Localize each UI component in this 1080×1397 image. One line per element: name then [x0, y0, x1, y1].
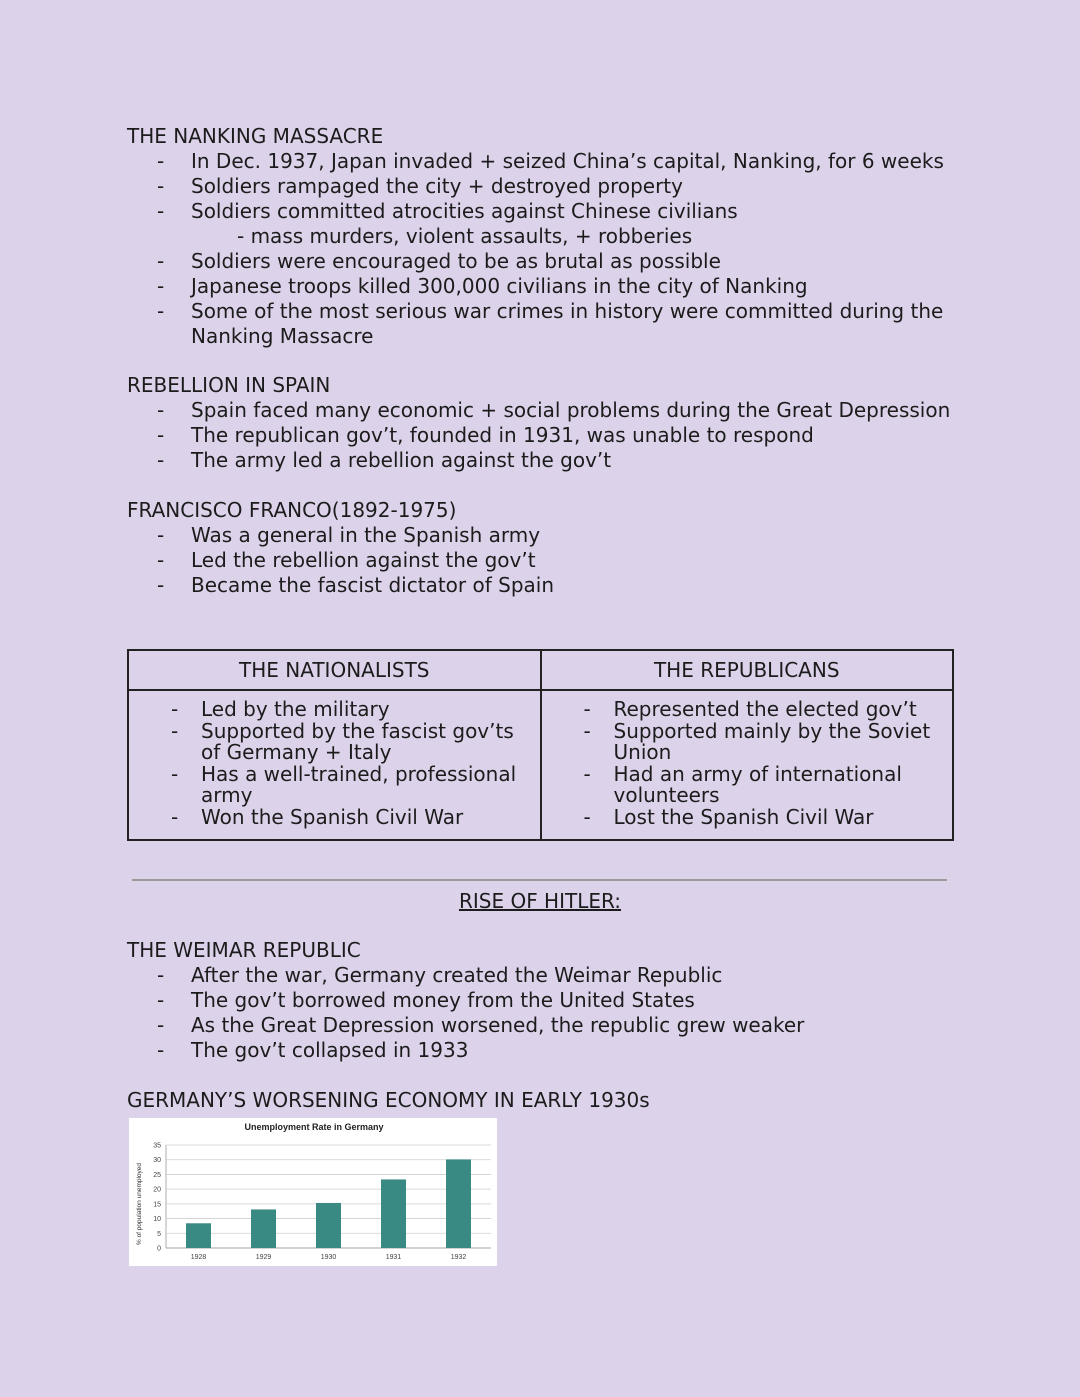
sub-list-item: - mass murders, violent assaults, + robberies [237, 224, 693, 248]
nationalists-cell [128, 690, 541, 840]
chart-svg [129, 1118, 497, 1266]
republicans-list [552, 699, 943, 829]
chart-x-tick-label: 1932 [450, 1254, 467, 1261]
republicans-header: THE REPUBLICANS [541, 650, 954, 690]
chart-x-tick-label: 1928 [190, 1254, 207, 1261]
franco-section [127, 498, 977, 598]
list-item: - Led the rebellion against the gov’t [127, 548, 977, 573]
spain-list [127, 398, 977, 473]
list-item: - Supported mainly by the Soviet Union [552, 721, 943, 764]
chart-y-tick-label: 25 [153, 1171, 161, 1179]
chart-bar [251, 1209, 276, 1248]
chart-bar [446, 1159, 471, 1248]
nationalists-list [139, 699, 530, 829]
franco-heading: FRANCISCO FRANCO(1892-1975) [127, 498, 457, 522]
list-item: - After the war, Germany created the Weimar Republic [127, 963, 977, 988]
chart-y-axis-label: % of population unemployed [136, 1162, 143, 1246]
chart-x-tick-label: 1929 [255, 1254, 272, 1261]
nationalists-header: THE NATIONALISTS [128, 650, 541, 690]
chart-x-tick-label: 1931 [385, 1254, 402, 1261]
list-item: - Was a general in the Spanish army [127, 523, 977, 548]
list-item: - Became the fascist dictator of Spain [127, 573, 977, 598]
nanking-list [127, 149, 977, 349]
weimar-section [127, 938, 977, 1063]
list-item: - Soldiers committed atrocities against Chinese civilians [127, 199, 977, 224]
list-item: - The army led a rebellion against the gov’t [127, 448, 977, 473]
unemployment-chart [129, 1118, 497, 1266]
list-item: - Japanese troops killed 300,000 civilians in the city of Nanking [127, 274, 977, 299]
list-item: - The gov’t collapsed in 1933 [127, 1038, 977, 1063]
nanking-section [127, 124, 977, 349]
list-item: - Soldiers rampaged the city + destroyed property [127, 174, 977, 199]
franco-list [127, 523, 977, 598]
economy-section [127, 1088, 977, 1113]
list-item: - Led by the military [139, 699, 530, 721]
list-item: - Won the Spanish Civil War [139, 807, 530, 829]
weimar-heading: THE WEIMAR REPUBLIC [127, 938, 361, 962]
list-item: - In Dec. 1937, Japan invaded + seized China’s capital, Nanking, for 6 weeks [127, 149, 977, 174]
weimar-list [127, 963, 977, 1063]
chart-x-tick-label: 1930 [320, 1254, 337, 1261]
list-item: - Has a well-trained, professional army [139, 764, 530, 807]
chart-y-tick-label: 0 [157, 1245, 161, 1253]
rise-of-hitler-title [0, 889, 1080, 914]
list-item: - Represented the elected gov’t [552, 699, 943, 721]
list-item: - Lost the Spanish Civil War [552, 807, 943, 829]
chart-y-tick-label: 20 [153, 1186, 161, 1194]
chart-title: Unemployment Rate in Germany [244, 1122, 384, 1132]
republicans-cell [541, 690, 954, 840]
divider [132, 879, 947, 881]
rise-of-hitler-text: RISE OF HITLER: [458, 889, 622, 913]
list-item: - Had an army of international volunteers [552, 764, 943, 807]
chart-y-tick-label: 15 [153, 1201, 161, 1209]
chart-y-ticks [153, 1143, 161, 1253]
list-item: - Spain faced many economic + social problems during the Great Depression [127, 398, 977, 423]
list-item: - Soldiers were encouraged to be as brutal as possible [127, 249, 977, 274]
chart-y-tick-label: 30 [153, 1157, 161, 1165]
chart-x-ticks [191, 1254, 467, 1261]
comparison-table [127, 649, 954, 841]
chart-y-tick-label: 35 [153, 1142, 161, 1150]
chart-bar [316, 1203, 341, 1248]
spain-section [127, 373, 977, 473]
chart-bar [186, 1223, 211, 1248]
list-item: - Some of the most serious war crimes in history were committed during the Nanking Massacre [127, 299, 977, 349]
chart-y-tick-label: 10 [153, 1216, 161, 1224]
chart-y-tick-label: 5 [157, 1230, 161, 1238]
list-item: - The republican gov’t, founded in 1931, was unable to respond [127, 423, 977, 448]
list-item: - The gov’t borrowed money from the United States [127, 988, 977, 1013]
list-item: - Supported by the fascist gov’ts of Germany + Italy [139, 721, 530, 764]
spain-heading: REBELLION IN SPAIN [127, 373, 331, 397]
chart-bar [381, 1179, 406, 1248]
economy-heading: GERMANY’S WORSENING ECONOMY IN EARLY 1930s [127, 1088, 650, 1112]
list-item: - As the Great Depression worsened, the republic grew weaker [127, 1013, 977, 1038]
nanking-heading: THE NANKING MASSACRE [127, 124, 384, 148]
